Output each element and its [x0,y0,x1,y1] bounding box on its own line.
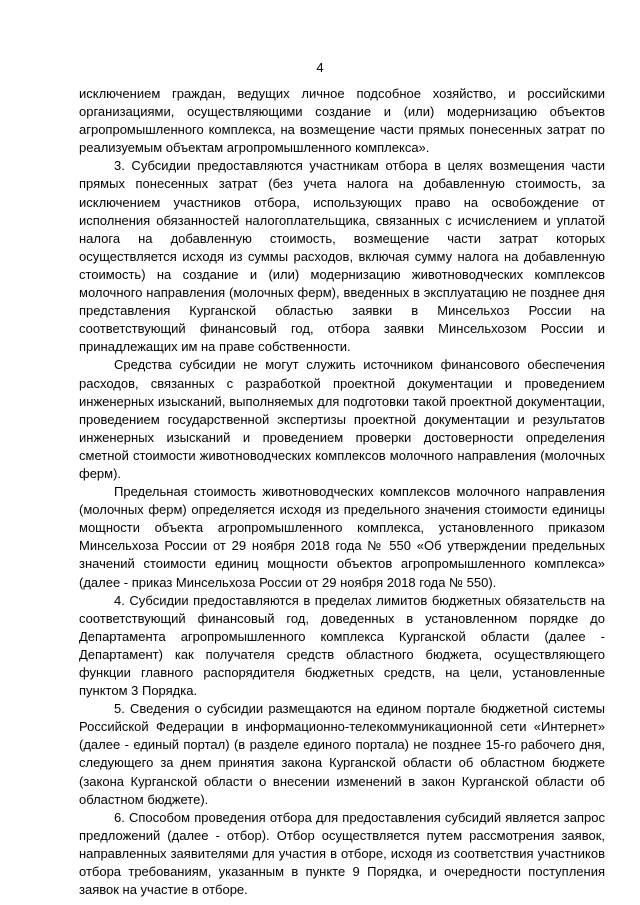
paragraph-item-6: 6. Способом проведения отбора для предоставления субсидий является запрос предложений (далее - отбор). Отбор осуществляется путем рассмотрения заявок, направленных заявителями для участия в отборе, исходя из соответствия участников отбора требованиям, указанным в пункте 9 Порядка, и очередности поступления заявок на участие в отборе. [79,809,605,898]
paragraph-continuation: исключением граждан, ведущих личное подсобное хозяйство, и российскими организациями, осуществляющими создание и (или) модернизацию объектов агропромышленного комплекса, на возмещение части прямых понесенных затрат по реализуемым объектам агропромышленного комплекса». [79,86,605,156]
paragraph-item-3: 3. Субсидии предоставляются участникам отбора в целях возмещения части прямых понесенных затрат (без учета налога на добавленную стоимость, за исключением участников отбора, использующих право на освобождение от исполнения обязанностей налогоплательщика, связанных с исчислением и уплатой налога на добавленную стоимость, возмещение части затрат которых осуществляется исходя из суммы расходов, включая сумму налога на добавленную стоимость) на создание и (или) модернизацию животноводческих комплексов молочного направления (молочных ферм), введенных в эксплуатацию не позднее дня представления Курганской областью заявки в Минсельхоз России на соответствующий финансовый год, отбора заявки Минсельхозом России и принадлежащих им на праве собственности. [79,158,605,355]
paragraph-item-5: 5. Сведения о субсидии размещаются на едином портале бюджетной системы Российской Федерации в информационно-телекоммуникационной сети «Интернет» (далее - единый портал) (в разделе единого портала) не позднее 15-го рабочего дня, следующего за днем принятия закона Курганской области об областном бюджете (закона Курганской области о внесении изменений в закон Курганской области об областном бюджете). [79,701,605,807]
paragraph-max-cost: Предельная стоимость животноводческих комплексов молочного направления (молочных ферм) определяется исходя из предельного значения стоимости единицы мощности объекта агропромышленного комплекса, установленного приказом Минсельхоза России от 29 ноября 2018 года № 550 «Об утверждении предельных значений стоимости единиц мощности объектов агропромышленного комплекса» (далее - приказ Минсельхоза России от 29 ноября 2018 года № 550). [79,484,605,590]
page-number: 4 [316,60,324,75]
paragraph-subsidy-restrictions: Средства субсидии не могут служить источником финансового обеспечения расходов, связанных с разработкой проектной документации и проведением инженерных изысканий, выполняемых для подготовки такой проектной документации, проведением государственной экспертизы проектной документации и результатов инженерных изысканий и проведением проверки достоверности определения сметной стоимости животноводческих комплексов молочного направления (молочных ферм). [79,357,605,481]
document-body [79,85,605,899]
paragraph-item-4: 4. Субсидии предоставляются в пределах лимитов бюджетных обязательств на соответствующий финансовый год, доведенных в установленном порядке до Департамента агропромышленного комплекса Курганской области (далее - Департамент) как получателя средств областного бюджета, осуществляющего функции главного распорядителя бюджетных средств, на цели, установленные пунктом 3 Порядка. [79,592,605,699]
